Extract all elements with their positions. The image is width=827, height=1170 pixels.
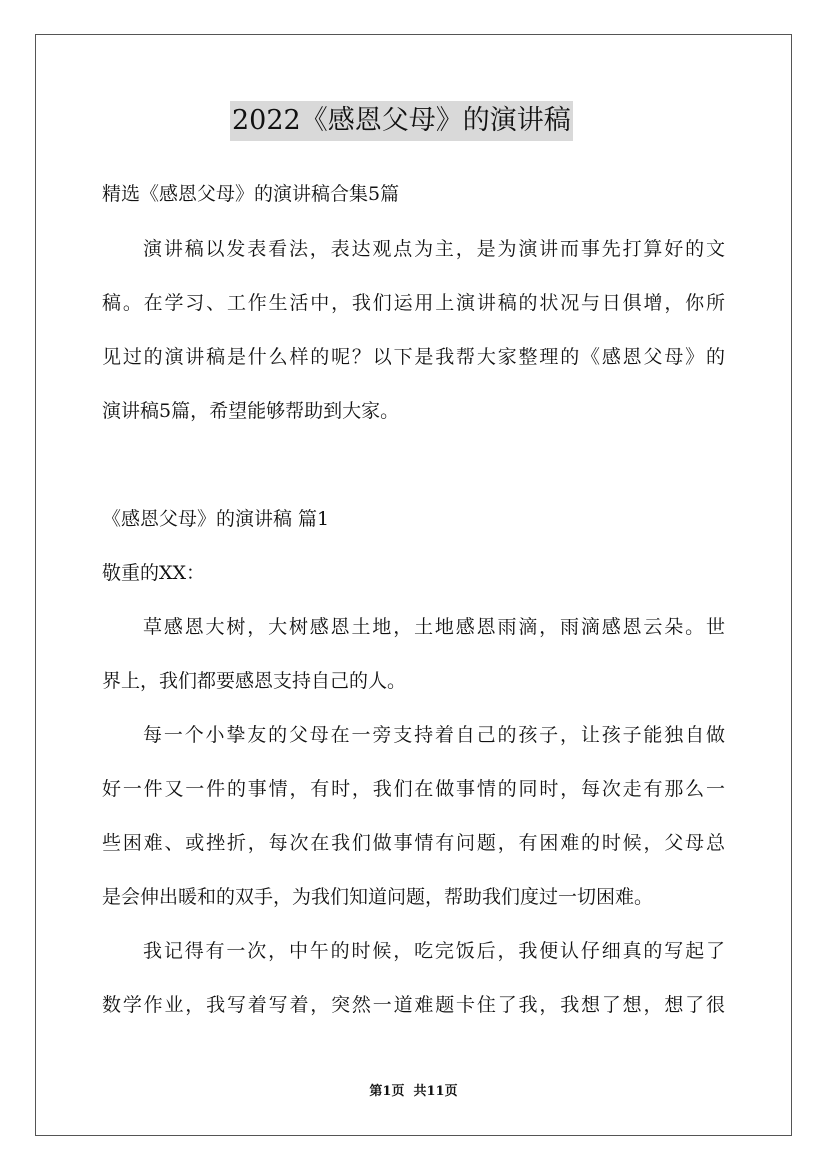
intro-line-3: 见过的演讲稿是什么样的呢？以下是我帮大家整理的《感恩父母》的 bbox=[102, 346, 725, 368]
page-footer bbox=[0, 1083, 827, 1101]
body-line-2: 界上，我们都要感恩支持自己的人。 bbox=[102, 670, 407, 692]
page-current: 1 bbox=[382, 1084, 392, 1099]
body-line-4: 好一件又一件的事情，有时，我们在做事情的同时，每次走有那么一 bbox=[102, 778, 725, 800]
intro-line-4: 演讲稿5篇，希望能够帮助到大家。 bbox=[102, 400, 400, 422]
salutation: 敬重的XX： bbox=[102, 562, 206, 584]
intro-line-1: 演讲稿以发表看法，表达观点为主，是为演讲而事先打算好的文 bbox=[143, 238, 725, 260]
document-subtitle: 精选《感恩父母》的演讲稿合集5篇 bbox=[102, 183, 400, 205]
body-line-3: 每一个小挚友的父母在一旁支持着自己的孩子，让孩子能独自做 bbox=[143, 724, 725, 746]
section-heading: 《感恩父母》的演讲稿 篇1 bbox=[102, 508, 330, 530]
body-line-5: 些困难、或挫折，每次在我们做事情有问题，有困难的时候，父母总 bbox=[102, 832, 725, 854]
body-line-1: 草感恩大树，大树感恩土地，土地感恩雨滴，雨滴感恩云朵。世 bbox=[143, 616, 725, 638]
intro-line-2: 稿。在学习、工作生活中，我们运用上演讲稿的状况与日俱增，你所 bbox=[102, 292, 725, 314]
body-line-6: 是会伸出暖和的双手，为我们知道问题，帮助我们度过一切困难。 bbox=[102, 886, 654, 908]
footer-prefix: 第 bbox=[369, 1084, 383, 1099]
footer-mid: 页 共 bbox=[391, 1084, 427, 1099]
document-title: 2022《感恩父母》的演讲稿 bbox=[230, 101, 573, 141]
page-total: 11 bbox=[426, 1084, 445, 1099]
footer-suffix: 页 bbox=[444, 1084, 458, 1099]
body-line-8: 数学作业，我写着写着，突然一道难题卡住了我，我想了想，想了很 bbox=[102, 994, 725, 1016]
body-line-7: 我记得有一次，中午的时候，吃完饭后，我便认仔细真的写起了 bbox=[143, 940, 725, 962]
